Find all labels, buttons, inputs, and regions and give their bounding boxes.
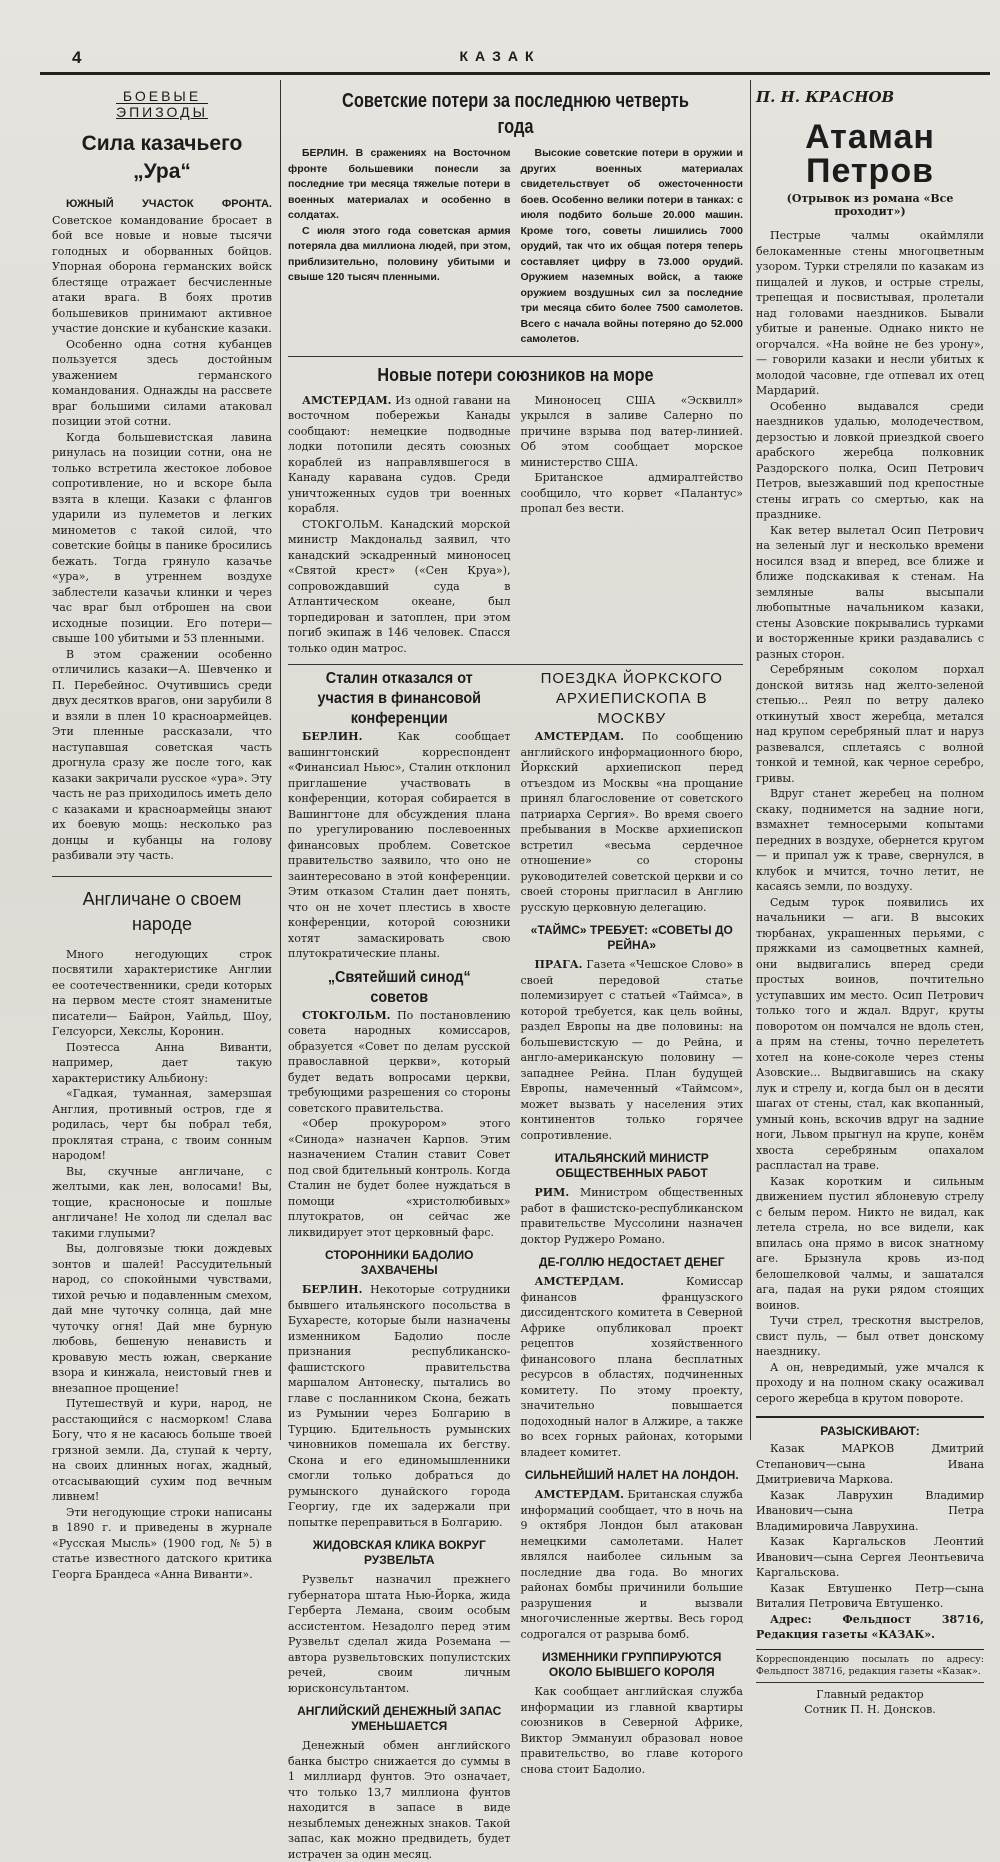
author-name: П. Н. КРАСНОВ: [756, 88, 895, 106]
text-column: [521, 669, 744, 1862]
dateline: ПРАГА.: [534, 958, 583, 971]
article-title: Англичане о своем народе: [82, 888, 242, 934]
article-paragraph: Британское адмиралтейство сообщило, что корвет «Палантус» пропал без вести.: [520, 471, 743, 515]
article-paragraph: «Обер прокурором» этого «Синода» назначен Карпов. Этим назначением Сталин ставит Совет под свой бдительный контроль. Когда Сталин не будет более нуждаться в помощи «христолюбивых» плутократов, он сейчас же ликвидирует этот церковный фарс.: [288, 1117, 511, 1239]
article-body: [288, 393, 743, 657]
article-paragraph: [52, 196, 272, 337]
dateline: БЕРЛИН.: [302, 147, 349, 159]
article-body: [288, 146, 743, 348]
story-paragraph: Казак коротким и сильным движением пустил яблоневую стрелу с белым пером. Никто не видал, как летела стрела, но все видели, как впилась она прямо в висок знатному аге. Брызнула кровь из-под белошелковой чалмы, и зашатался ага, падая на руки рядом стоящих воинов.: [756, 1174, 984, 1312]
article-title: «ТАЙМС» ТРЕБУЕТ: «СОВЕТЫ ДО РЕЙНА»: [530, 923, 733, 952]
article-paragraph: Когда большевистская лавина ринулась на позиции сотни, она не только встретила жестокое лобовое сопротивление, но и вскоре была взята в клещи. Казаки с флангов ударили из пулеметов и легких минометов с такой силой, что советские бойцы в панике бросились бежать. Тогда грянуло казачье «ура», в утреннем воздухе заблестели казачьи клинки и через час враг был отброшен на свои исходные позиции. Его потери—свыше 100 убитыми и 53 пленными.: [52, 430, 272, 645]
text-column: [521, 393, 744, 657]
paragraph-text: Британская служба информаций сообщает, что в ночь на 9 октября Лондон был атакован немецкими самолетами. Налет являлся наиболее сильным за последние два года. Во многих районах бомбы причинили большие разрушения и вызвали многочисленные жертвы. Весь город содрогался от разрыва бомб.: [520, 1488, 743, 1641]
text-column: [288, 393, 511, 657]
article-paragraph: [521, 1274, 744, 1460]
article-paragraph: Путешествуй и кури, народ, не расстающийся с насморком! Слава Богу, что я не касаюсь больше твоей грязной земли. Да, ступай к черту, на своих длинных ногах, жадный, отсасывающий сухим под вечным ливнем!: [52, 1397, 272, 1503]
dateline: БЕРЛИН.: [302, 1283, 363, 1296]
editor-title: Главный редактор: [816, 1687, 924, 1701]
story-paragraph: Вдруг станет жеребец на полном скаку, поднимется на задние ноги, взмахнет темносерыми копытами передних в воздухе, обернется кругом — и припал уж к траве, свернулся, в клубок и мчится, точно летит, не касаясь земли, по воздуху.: [756, 787, 984, 893]
page-number: 4: [72, 48, 82, 67]
article-title: ИЗМЕННИКИ ГРУППИРУЮТСЯ ОКОЛО БЫВШЕГО КОРОЛЯ: [542, 1650, 722, 1679]
wanted-entry: Казак МАРКОВ Дмитрий Степанович—сына Ивана Дмитриевича Маркова.: [756, 1442, 984, 1486]
story-subtitle: (Отрывок из романа «Все проходит»): [786, 192, 954, 218]
divider: [52, 876, 272, 877]
article-paragraph: [521, 1487, 744, 1642]
wanted-notice: [756, 1416, 984, 1650]
paragraph-text: В сражениях на Восточном фронте большевики понесли за последние три месяца тяжелые потери в военных материалах и особенно в солдатах.: [288, 147, 511, 221]
article-paragraph: Вы, скучные англичане, с желтыми, как лен, волосами! Вы, тощие, красноносые и пошлые англичане! Не холод ли сделал вас такими глупыми?: [52, 1164, 272, 1240]
title-line: Петров: [806, 152, 934, 190]
paragraph-text: Из одной гавани на восточном побережьи Канады сообщают: немецкие подводные лодки потопили десять союзных кораблей из направлявшегося в Канаду каравана судов. Среди уничтоженных судов три военных корабля.: [288, 393, 511, 515]
divider: [288, 356, 743, 357]
article-title: Советские потери за последнюю четверть года: [342, 90, 689, 138]
story-title: [756, 120, 984, 188]
paragraph-text: По постановлению совета народных комиссаров, образуется «Совет по делам русской православной церкви», который будет ведать вопросами церкви, требующими разрешения со стороны советского правительства.: [288, 1008, 511, 1115]
article-title: АНГЛИЙСКИЙ ДЕНЕЖНЫЙ ЗАПАС УМЕНЬШАЕТСЯ: [297, 1704, 502, 1733]
rubric-line: ЭПИЗОДЫ: [116, 104, 208, 120]
article-title: „Святейший синод“ советов: [327, 968, 471, 1006]
story-paragraph: Особенно выдавался среди наездников удалью, молодечеством, дерзостью и ловкой приездкой своего арабского жеребца полковник Раздорского полка, Осип Петрович Петров, выезжавший под крепостные стены играть со смертью, как на празднике.: [756, 399, 984, 521]
text-column: [288, 146, 511, 348]
article-paragraph: [521, 729, 744, 915]
article-paragraph: Особенно одна сотня кубанцев пользуется здесь достойным уважением германского командования. Однажды на рассвете враг большими силами атаковал позиции этой сотни.: [52, 337, 272, 428]
story-paragraph: Серебряным соколом порхал донской витязь над желто-зеленой степью... Реял по ветру далеко откинутый хвост жеребца, метался над крупом серебряный плат и наруз развевался, сплетаясь с волной тонкой и темной, как черное серебро, гривы.: [756, 663, 984, 785]
paragraph-text: Комиссар финансов французского диссидентского комитета в Северной Африке опубликовал проект рецептов хозяйственного финансового плана бесплатных ресурсов в областях, подчиненных комитету. По этому проекту, значительно повышается подоходный налог в Алжире, а также во всех горных районах, которыми владеет комитет.: [520, 1275, 743, 1459]
dateline: АМСТЕРДАМ.: [302, 393, 392, 407]
dateline: АМСТЕРДАМ.: [534, 1488, 624, 1501]
dateline: АМСТЕРДАМ.: [534, 730, 624, 743]
article-paragraph: Много негодующих строк посвятили характеристике Англии ее соотечественники, среди которых на первом месте стоят знаменитые писатели— Байрон, Уайльд, Шоу, Гелсуорси, Хекслы, Коронин.: [52, 947, 272, 1038]
story-paragraph: Пестрые чалмы окаймляли белокаменные стены многоцветным узором. Турки стреляли по казакам из пищалей и луков, и острые стрелы, трепещая и посвистывая, пролетали над головами наездников. Бывали убитые и раненые. Однако никто не огорчался. «На войне не без урону», — говорили казаки и несли убитых к молодой часовне, где отпевал их отец Мардарий.: [756, 229, 984, 397]
article-title: ЖИДОВСКАЯ КЛИКА ВОКРУГ РУЗВЕЛЬТА: [312, 1538, 486, 1567]
dateline: БЕРЛИН.: [302, 730, 363, 743]
article-title: Сталин отказался от участия в финансовой конференции: [317, 670, 482, 727]
divider: [756, 1682, 984, 1683]
correspondence-note: Корреспонденцию посылать по адресу: Фельдпост 38716, редакция газеты «Казак».: [756, 1653, 984, 1677]
paragraph-text: Как сообщает вашингтонский корреспондент «Финансиал Ньюс», Сталин отклонил приглашение участвовать в конференции, которая собирается в Вашингтоне для обсуждения плана по урегулированию послевоенных финансовых проблем. Советское правительство заявило, что оно не заинтересовано в этой конференции. Этим отказом Сталин дает понять, что он не хочет плестись в хвосте конференции, которой союзники хотят замаскировать свою плутократические планы.: [288, 730, 511, 960]
editor-name: Сотник П. Н. Донсков.: [804, 1702, 936, 1716]
text-column: [521, 146, 744, 348]
article-paragraph: Денежный обмен английского банка быстро снижается до суммы в 1 миллиард фунтов. Это означает, что только 13,7 миллиона фунтов находится в запасе в виде незыблемых денежных знаков. Такой запас, как можно предвидеть, будет истрачен за один месяц.: [288, 1739, 511, 1861]
rubric-line: БОЕВЫЕ: [122, 88, 202, 104]
header-rule: [40, 72, 990, 75]
center-column: [288, 88, 744, 1861]
dateline: РИМ.: [534, 1186, 570, 1199]
article-title: СИЛЬНЕЙШИЙ НАЛЕТ НА ЛОНДОН.: [524, 1468, 739, 1482]
paragraph-text: По сообщению английского информационного бюро, Йоркский архиепископ перед отъездом из Москвы «на прощание принял благословение от советского патриарха Сергия». Во время своего пребывания в Москве архиепископ встретил «весьма сердечное отношение» со стороны руководителей советской церкви и со своей стороны пригласил в Англию русскую церковную делегацию.: [520, 730, 744, 914]
article-paragraph: «Гадкая, туманная, замерзшая Англия, противный остров, где я родилась, черт бы побрал тебя, проклятая страна, с твоим сонным народом!: [52, 1087, 272, 1162]
story-paragraph: Как ветер вылетал Осип Петрович на зеленый луг и несколько времени носился взад и вперед, все ближе и ближе подскакивая к стенам. На земляные валы высыпали любопытные начальником казаки, стены Азовские покрывались турками и восторженные крики раздавались с разных сторон.: [756, 523, 984, 661]
lower-columns: [288, 669, 743, 1862]
article-title: ИТАЛЬЯНСКИЙ МИНИСТР ОБЩЕСТВЕННЫХ РАБОТ: [554, 1151, 709, 1180]
article-title: ДЕ-ГОЛЛЮ НЕДОСТАЕТ ДЕНЕГ: [538, 1255, 725, 1269]
wanted-entry: Казак Евтушенко Петр—сына Виталия Петровича Евтушенко.: [756, 1581, 984, 1610]
article-paragraph: [521, 1185, 744, 1247]
story-paragraph: Седым турок появились их начальники — аги. В высоких тюрбанах, украшенных перьями, с пряжками из самоцветных камней, они выдвигались вперед среди простых воинов, почтительно уступавших им место. Осип Петрович только того и ждал. Вдруг, круты поворотом он помчался не вдоль стен, а прям на стены, точно перелететь хотел на коне-соколе через стены Азовские... Выдвигавшись на скаку лук и стрелу и, когда был он в десяти шагах от стены, стал, как вкопанный, умный конь, вскочив вдруг на задние ноги, Львом прыгнул на крупе, конём хвоста серебряным опахалом распластал на траве.: [756, 895, 984, 1172]
dateline: АМСТЕРДАМ.: [534, 1275, 624, 1288]
article-paragraph: Миноносец США «Эсквилл» укрылся в заливе Салерно по причине взрыва под ватер-линией. Об этом сообщает морское министерство США.: [520, 393, 743, 469]
article-paragraph: [288, 146, 511, 224]
article-paragraph: В этом сражении особенно отличились казаки—А. Шевченко и П. Перебейнос. Очутившись среди двух десятков врагов, они зарубили 8 и взяли в плен 10 красноармейцев. Эти пленные рассказали, что наступавшая советская часть дрогнула сразу же после того, как казаки закричали русское «ура». Эту часть не раз приходилось иметь дело с казаками и красноармейцы знают их боевую мощь: несколько раз донцы и кубанцы на голову разбивали эту часть.: [52, 647, 272, 862]
paragraph-text: Некоторые сотрудники бывшего итальянского посольства в Бухаресте, которые были назначены изменником Бадолио после признания республиканско-фашистского правительства маршалом Антонеску, пытались во главе с посланником Скона, бежать из Румынии через Болгарию в Турцию. Бдительность румынских чиновников помешала их бегству. Скона и его единомышленники смогли только добраться до румынского дунайского города Георгиу, где их задержали при попытке переправиться в Болгарию.: [288, 1283, 511, 1529]
article-paragraph: Вы, долговязые тюки дождевых зонтов и шалей! Рассудительный народ, со спокойными чувствами, тихой речью и подавленным смехом, дай мне чуточку солнца, дай мне чуточку огня! Дай мне бурную любовь, бешеную ненависть и кровавую месть южан, сверкание взора и кинжала, неистовый гнев и внезапное прощение!: [52, 1242, 272, 1395]
article-title: СТОРОННИКИ БАДОЛИО ЗАХВАЧЕНЫ: [325, 1248, 474, 1277]
article-paragraph: С июля этого года советская армия потеряла два миллиона людей, при этом, приблизительно, половину убитыми и свыше 120 тысяч пленными.: [288, 224, 511, 283]
article-paragraph: Эти негодующие строки написаны в 1890 г. и приведены в журнале «Русская Мысль» (1900 год, № 5) в статье известного датского критика Георга Брандеса «Анна Виванти».: [52, 1505, 272, 1581]
rubric: [52, 88, 272, 120]
article-title: ПОЕЗДКА ЙОРКСКОГО АРХИЕПИСКОПА В МОСКВУ: [540, 670, 723, 727]
article-paragraph: Поэтесса Анна Виванти, например, дает такую характеристику Альбиону:: [52, 1040, 272, 1085]
article-title: Новые потери союзников на море: [377, 364, 654, 385]
wanted-address: Адрес: Фельдпост 38716, Редакция газеты «КАЗАК».: [756, 1612, 984, 1641]
masthead: КАЗАК: [459, 48, 541, 64]
page-header: [0, 42, 1000, 72]
text-column: [288, 669, 511, 1862]
dateline: СТОКГОЛЬМ.: [302, 1008, 391, 1022]
paragraph-text: Советское командование бросает в бой все новые и новые тысячи голодных и оборванных бойцов. Упорная оборона германских войск блестяще отражает бесчисленные атаки врага. В боях против большевиков принимают активное участие донские и кубанские казаки.: [52, 213, 272, 335]
wanted-entry: Казак Лаврухин Владимир Иванович—сына Петра Владимировича Лаврухина.: [756, 1488, 984, 1533]
article-paragraph: [288, 393, 511, 517]
article-paragraph: [521, 957, 744, 1143]
column-divider: [280, 80, 281, 1440]
story-paragraph: Тучи стрел, трескотня выстрелов, свист пуль, — был ответ донскому наезднику.: [756, 1314, 984, 1358]
right-column: [756, 88, 984, 1716]
article-paragraph: Высокие советские потери в оружии и других военных материалах свидетельствует об ожесточенности боев. Особенно велики потери в танках: с июля подбито больше 20.000 машин. Кроме того, советы лишились 7000 орудий, так что их общая потеря теперь составляет цифру в 73.000 орудий. Оружием наземных войск, а также оружием воздушных сил за последние три месяца сбито более 7500 самолетов. Всего с начала войны потеряно до 52.000 самолетов.: [520, 147, 743, 345]
article-title: Сила казачьего „Ура“: [81, 132, 243, 183]
article-paragraph: СТОКГОЛЬМ. Канадский морской министр Макдональд заявил, что канадский эскадренный миноносец «Святой крест» («Сен Круа»), сопровождавший суда в Атлантическом океане, был торпедирован и затоплен, при этом погиб экипаж в 146 человек. Спасся только один матрос.: [288, 517, 511, 655]
left-column: [52, 88, 272, 1581]
article-paragraph: [288, 1282, 511, 1530]
article-paragraph: [288, 1008, 511, 1117]
paragraph-text: Министром общественных работ в фашистско-республиканском правительстве Муссолини назначен доктор Руджеро Романо.: [520, 1186, 743, 1246]
divider: [288, 664, 743, 665]
article-paragraph: [288, 729, 511, 962]
paragraph-text: Газета «Чешское Слово» в своей передовой статье полемизирует с статьей «Таймса», в которой требуется, как цель войны, раздел Европы на две половины: на большевистскую — до Рейна, и англо-американскую половину — западнее Рейна. План будущей Европы, намеченный «Таймсом», может вызвать у населения этих континентов только горячее сопротивление.: [520, 958, 744, 1142]
wanted-entry: Казак Каргальсков Леонтий Иванович—сына Сергея Леонтьевича Каргальскова.: [756, 1535, 984, 1579]
article-paragraph: Как сообщает английская служба информации из главной квартиры союзников в Северной Африке, Виктор Эммануил образовал новое правительство, во главе которого снова стоит Бадолио.: [520, 1685, 743, 1776]
article-paragraph: Рузвельт назначил прежнего губернатора штата Нью-Йорка, жида Герберта Лемана, своим особым ассистентом. Незадолго перед этим Рузвельт сделал жида Роземана — автора рузвельтовских популистских речей, своим личным юрисконсультантом.: [288, 1573, 511, 1695]
column-divider: [750, 80, 751, 1440]
story-paragraph: А он, невредимый, уже мчался к проходу и на полном скаку осаживал серого жеребца в крутом повороте.: [756, 1360, 984, 1405]
wanted-title: РАЗЫСКИВАЮТ:: [820, 1424, 920, 1438]
title-line: Атаман: [805, 118, 935, 156]
dateline: ЮЖНЫЙ УЧАСТОК ФРОНТА.: [66, 198, 272, 210]
